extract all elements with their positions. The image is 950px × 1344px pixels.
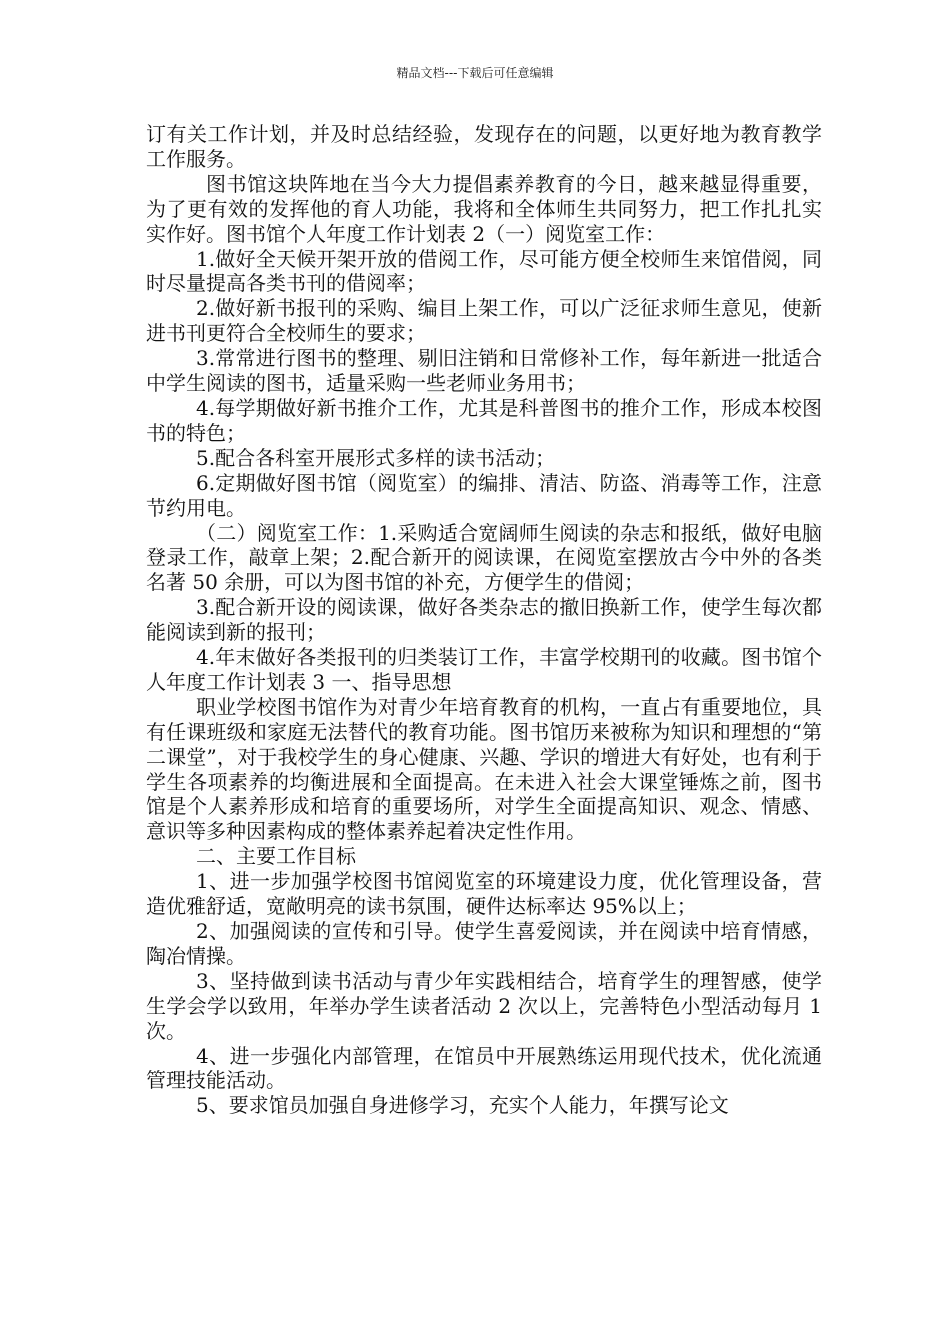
paragraph-goal-2: 2、加强阅读的宣传和引导。使学生喜爱阅读，并在阅读中培育情感，陶冶情操。 — [146, 919, 822, 968]
document-body — [146, 122, 822, 1118]
paragraph-item-3: 3.常常进行图书的整理、剔旧注销和日常修补工作，每年新进一批适合中学生阅读的图书，适量采购一些老师业务用书； — [146, 346, 822, 396]
paragraph-item-2: 2.做好新书报刊的采购、编目上架工作，可以广泛征求师生意见，使新进书刊更符合全校师生的要求； — [146, 296, 822, 346]
paragraph-library-importance: 图书馆这块阵地在当今大力提倡素养教育的今日，越来越显得重要，为了更有效的发挥他的育人功能，我将和全体师生共同努力，把工作扎扎实实作好。图书馆个人年度工作计划表 2（一）阅览室工作： — [146, 171, 822, 246]
paragraph-item-5: 5.配合各科室开展形式多样的读书活动； — [196, 445, 556, 470]
paragraph-goal-4: 4、进一步强化内部管理，在馆员中开展熟练运用现代技术，优化流通管理技能活动。 — [146, 1043, 822, 1093]
paragraph-goal-5: 5、要求馆员加强自身进修学习，充实个人能力，年撰写论文 — [196, 1093, 729, 1118]
paragraph-reading-item-3: 3.配合新开设的阅读课，做好各类杂志的撤旧换新工作，使学生每次都能阅读到新的报刊； — [146, 595, 822, 645]
page-header: 精品文档---下载后可任意编辑 — [396, 66, 554, 80]
paragraph-intro-continuation: 订有关工作计划，并及时总结经验，发现存在的问题，以更好地为教育教学工作服务。 — [146, 122, 822, 171]
paragraph-reading-item-4: 4.年末做好各类报刊的归类装订工作，丰富学校期刊的收藏。图书馆个人年度工作计划表 3 一、指导思想 — [146, 645, 822, 694]
paragraph-item-6: 6.定期做好图书馆（阅览室）的编排、清洁、防盗、消毒等工作，注意节约用电。 — [146, 470, 822, 520]
paragraph-item-1: 1.做好全天候开架开放的借阅工作，尽可能方便全校师生来馆借阅，同时尽量提高各类书刊的借阅率； — [146, 246, 822, 296]
paragraph-item-4: 4.每学期做好新书推介工作，尤其是科普图书的推介工作，形成本校图书的特色； — [146, 395, 822, 445]
paragraph-goal-1: 1、进一步加强学校图书馆阅览室的环境建设力度，优化管理设备，营造优雅舒适，宽敞明亮的读书氛围，硬件达标率达 95%以上； — [146, 869, 822, 919]
section-heading-main-goals: 二、主要工作目标 — [196, 844, 356, 869]
paragraph-goal-3: 3、坚持做到读书活动与青少年实践相结合，培育学生的理智感，使学生学会学以致用，年举办学生读者活动 2 次以上，完善特色小型活动每月 1 次。 — [146, 968, 822, 1043]
paragraph-guiding-ideology: 职业学校图书馆作为对青少年培育教育的机构，一直占有重要地位，具有任课班级和家庭无法替代的教育功能。图书馆历来被称为知识和理想的“第二课堂”，对于我校学生的身心健康、兴趣、学识的增进大有好处，也有利于学生各项素养的均衡进展和全面提高。在未进入社会大课堂锤炼之前，图书馆是个人素养形成和培育的重要场所，对学生全面提高知识、观念、情感、意识等多种因素构成的整体素养起着决定性作用。 — [146, 694, 822, 844]
paragraph-reading-room-work: （二）阅览室工作：1.采购适合宽阔师生阅读的杂志和报纸，做好电脑登录工作，敲章上架；2.配合新开的阅读课，在阅览室摆放古今中外的各类名著 50 余册，可以为图书馆的补充，方便学生的借阅； — [146, 520, 822, 595]
